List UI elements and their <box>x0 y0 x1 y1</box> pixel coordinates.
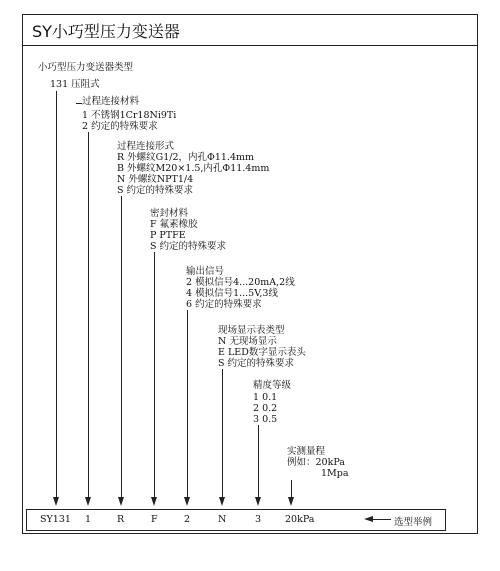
arrow-down-icon <box>288 497 294 506</box>
example-code-model: SY131 <box>40 514 71 525</box>
example-code-display: N <box>218 514 227 525</box>
option-item: S 约定的特殊要求 <box>150 241 227 252</box>
example-caption: 选型举例 <box>394 517 433 528</box>
arrow-left-shaft <box>371 519 391 520</box>
example-code-accuracy: 3 <box>255 514 262 525</box>
option-item: 3 0.5 <box>253 414 278 425</box>
title-bar <box>22 14 478 46</box>
type-heading: 小巧型压力变送器类型 <box>38 62 134 73</box>
page-title: SY小巧型压力变送器 <box>32 22 180 41</box>
group-label-range: 实测量程 <box>287 446 326 457</box>
option-item: N 外螺纹NPT1/4 <box>117 174 194 185</box>
arrow-down-icon <box>85 497 91 506</box>
option-item: 2 0.2 <box>253 403 278 414</box>
group-label-seal: 密封材料 <box>150 208 189 219</box>
group-label-connection: 过程连接形式 <box>117 141 175 152</box>
example-code-output: 2 <box>184 514 191 525</box>
option-item: 例如：20kPa <box>287 457 345 468</box>
example-code-connection: R <box>117 514 125 525</box>
option-item: 2 约定的特殊要求 <box>82 121 158 132</box>
model-line: 131 压阻式 <box>50 79 100 90</box>
option-item: N 无现场显示 <box>218 336 277 347</box>
leader-line-model <box>56 91 57 498</box>
option-item: 4 模拟信号1...5V,3线 <box>186 288 278 299</box>
option-item: 1Mpa <box>321 468 349 479</box>
leader-line-accuracy <box>258 425 259 498</box>
group-label-material: 过程连接材料 <box>82 96 140 107</box>
leader-line-range <box>291 480 292 498</box>
leader-line-seal <box>154 252 155 498</box>
leader-stub <box>76 103 82 104</box>
group-label-accuracy: 精度等级 <box>253 380 292 391</box>
document-frame <box>22 14 478 534</box>
example-code-material: 1 <box>85 514 92 525</box>
leader-line-material <box>88 132 89 498</box>
option-item: F 氟素橡胶 <box>150 219 198 230</box>
arrow-down-icon <box>184 497 190 506</box>
leader-line-output <box>187 310 188 498</box>
option-item: B 外螺纹M20×1.5,内孔Φ11.4mm <box>117 163 270 174</box>
arrow-down-icon <box>219 497 225 506</box>
arrow-down-icon <box>118 497 124 506</box>
arrow-down-icon <box>53 497 59 506</box>
group-label-display: 现场显示表类型 <box>218 325 285 336</box>
option-item: 6 约定的特殊要求 <box>186 299 262 310</box>
option-item: R 外螺纹G1/2，内孔Φ11.4mm <box>117 152 255 163</box>
option-item: S 约定的特殊要求 <box>218 358 295 369</box>
option-item: 1 0.1 <box>253 392 278 403</box>
group-label-output: 输出信号 <box>186 266 225 277</box>
option-item: S 约定的特殊要求 <box>117 185 194 196</box>
option-item: P PTFE <box>150 230 186 241</box>
leader-line-display <box>222 369 223 498</box>
example-code-seal: F <box>151 514 158 525</box>
arrow-down-icon <box>255 497 261 506</box>
example-code-range: 20kPa <box>285 514 315 525</box>
option-item: 2 模拟信号4...20mA,2线 <box>186 277 295 288</box>
arrow-down-icon <box>151 497 157 506</box>
option-item: 1 不锈钢1Cr18Ni9Ti <box>82 110 177 121</box>
leader-line-connection <box>121 196 122 498</box>
option-item: E LED数字显示表头 <box>218 347 306 358</box>
